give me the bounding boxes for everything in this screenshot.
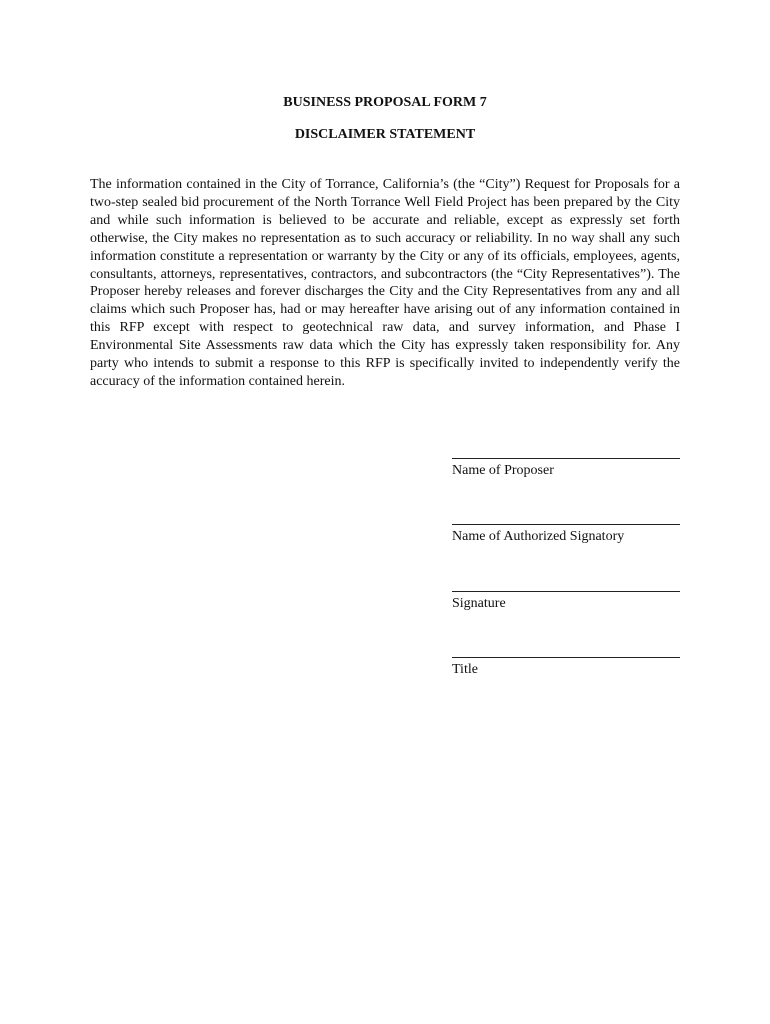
signature-field-label: Title <box>452 662 478 677</box>
signature-line <box>452 591 680 592</box>
signature-field-signature[interactable] <box>452 591 680 612</box>
signature-field-label: Name of Authorized Signatory <box>452 529 625 544</box>
signature-line <box>452 657 680 658</box>
statement-title: DISCLAIMER STATEMENT <box>294 127 476 142</box>
signature-field-label: Signature <box>452 596 506 611</box>
signature-line <box>452 458 680 459</box>
form-title: BUSINESS PROPOSAL FORM 7 <box>283 95 487 110</box>
signature-field-proposer-name[interactable] <box>452 458 680 479</box>
signature-field-authorized-signatory[interactable] <box>452 524 680 545</box>
disclaimer-body-text: The information contained in the City of Torrance, California’s (the “City”) Request for Proposals for a two-step sealed bid procurement of the North Torrance Well Field Project has been prepared by the City and while such information is believed to be accurate and reliable, except as expressly set forth otherwise, the City makes no representation as to such accuracy or reliability. In no way shall any such information constitute a representation or warranty by the City or any of its officials, employees, agents, consultants, attorneys, representatives, contractors, and subcontractors (the “City Representatives”). The Proposer hereby releases and forever discharges the City and the City Representatives from any and all claims which such Proposer has, had or may hereafter have arising out of any information contained in this RFP except with respect to geotechnical raw data, and survey information, and Phase I Environmental Site Assessments raw data which the City has expressly taken responsibility for. Any party who intends to submit a response to this RFP is specifically invited to independently verify the accuracy of the information contained herein. <box>90 177 680 389</box>
signature-field-title[interactable] <box>452 657 680 678</box>
signature-field-label: Name of Proposer <box>452 463 554 478</box>
signature-line <box>452 524 680 525</box>
